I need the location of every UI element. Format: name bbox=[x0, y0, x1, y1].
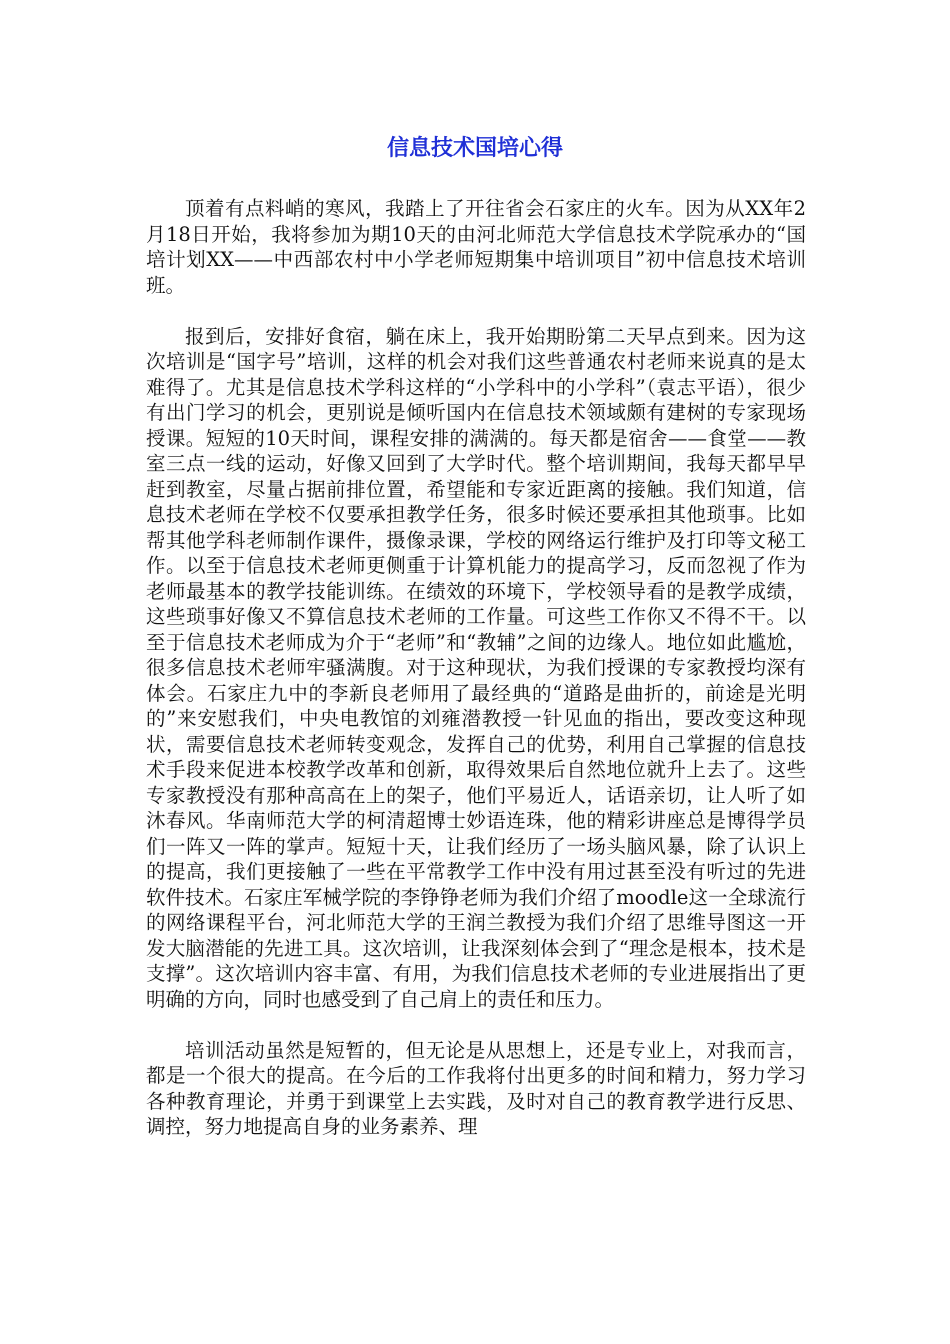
document-body bbox=[146, 196, 806, 1165]
paragraph-1: 顶着有点料峭的寒风，我踏上了开往省会石家庄的火车。因为从XX年2月18日开始，我将参加为期10天的由河北师范大学信息技术学院承办的“国培计划XX——中西部农村中小学老师短期集中培训项目”初中信息技术培训班。 bbox=[146, 197, 806, 297]
paragraph-2: 报到后，安排好食宿，躺在床上，我开始期盼第二天早点到来。因为这次培训是“国字号”培训，这样的机会对我们这些普通农村老师来说真的是太难得了。尤其是信息技术学科这样的“小学科中的小学科”（袁志平语），很少有出门学习的机会，更别说是倾听国内在信息技术领域颇有建树的专家现场授课。短短的10天时间，课程安排的满满的。每天都是宿舍——食堂——教室三点一线的运动，好像又回到了大学时代。整个培训期间，我每天都早早赶到教室，尽量占据前排位置，希望能和专家近距离的接触。我们知道，信息技术老师在学校不仅要承担教学任务，很多时候还要承担其他琐事。比如帮其他学科老师制作课件，摄像录课，学校的网络运行维护及打印等文秘工作。以至于信息技术老师更侧重于计算机能力的提高学习，反而忽视了作为老师最基本的教学技能训练。在绩效的环境下，学校领导看的是教学成绩，这些琐事好像又不算信息技术老师的工作量。可这些工作你又不得不干。以至于信息技术老师成为介于“老师”和“教辅”之间的边缘人。地位如此尴尬，很多信息技术老师牢骚满腹。对于这种现状，为我们授课的专家教授均深有体会。石家庄九中的李新良老师用了最经典的“道路是曲折的，前途是光明的”来安慰我们，中央电教馆的刘雍潜教授一针见血的指出，要改变这种现状，需要信息技术老师转变观念，发挥自己的优势，利用自己掌握的信息技术手段来促进本校教学改革和创新，取得效果后自然地位就升上去了。这些专家教授没有那种高高在上的架子，他们平易近人，话语亲切，让人听了如沐春风。华南师范大学的柯清超博士妙语连珠，他的精彩讲座总是博得学员们一阵又一阵的掌声。短短十天，让我们经历了一场头脑风暴，除了认识上的提高，我们更接触了一些在平常教学工作中没有用过甚至没有听过的先进软件技术。石家庄军械学院的李铮铮老师为我们介绍了moodle这一全球流行的网络课程平台，河北师范大学的王润兰教授为我们介绍了思维导图这一开发大脑潜能的先进工具。这次培训，让我深刻体会到了“理念是根本，技术是支撑”。这次培训内容丰富、有用，为我们信息技术老师的专业进展指出了更明确的方向，同时也感受到了自己肩上的责任和压力。 bbox=[146, 324, 806, 1011]
paragraph-3: 培训活动虽然是短暂的，但无论是从思想上，还是专业上，对我而言，都是一个很大的提高。在今后的工作我将付出更多的时间和精力，努力学习各种教育理论，并勇于到课堂上去实践，及时对自己的教育教学进行反思、调控，努力地提高自身的业务素养、理 bbox=[146, 1038, 806, 1138]
document-title: 信息技术国培心得 bbox=[386, 136, 563, 161]
